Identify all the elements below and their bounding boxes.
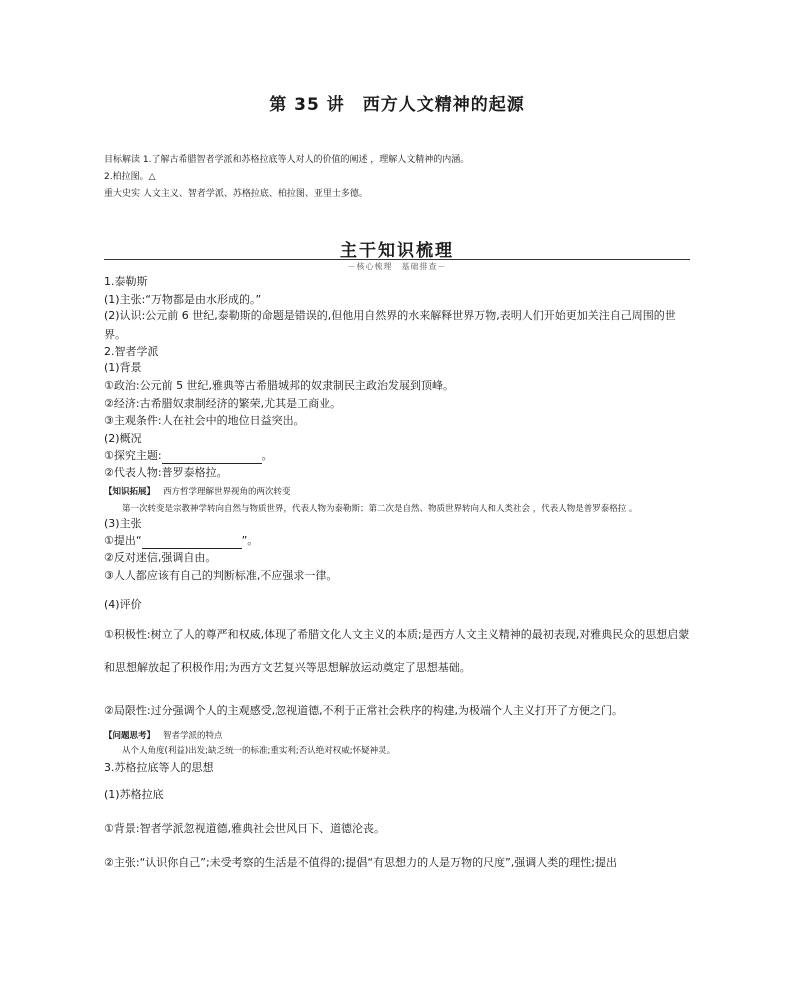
question-label: 【问题思考】 — [104, 731, 156, 741]
socrates-sub-heading: (1)苏格拉底 — [104, 788, 164, 801]
sophists-bg-3: ③主观条件:人在社会中的地位日益突出。 — [104, 414, 305, 427]
sophists-overview-heading: (2)概况 — [104, 432, 142, 445]
sophists-bg-2: ②经济:古希腊奴隶制经济的繁荣,尤其是工商业。 — [104, 397, 342, 410]
sophists-bg-1: ①政治:公元前 5 世纪,雅典等古希腊城邦的奴隶制民主政治发展到顶峰。 — [104, 379, 455, 392]
section-title: 主干知识梳理 — [340, 241, 454, 261]
sophists-theme-line — [104, 448, 273, 464]
thales-claim: (1)主张:“万物都是由水形成的。” — [104, 293, 262, 306]
knowledge-expansion-heading: 西方哲学理解世界视角的两次转变 — [163, 487, 291, 497]
sophists-claim-2: ②反对迷信,强调自由。 — [104, 551, 217, 564]
theme-blank[interactable] — [162, 451, 262, 464]
key-facts-line: 重大史实 人文主义、智者学派、苏格拉底、柏拉图、亚里士多德。 — [104, 189, 368, 199]
question-heading: 智者学派的特点 — [163, 731, 223, 741]
page-title: 第 35 讲 西方人文精神的起源 — [269, 95, 525, 115]
section-divider — [104, 259, 690, 260]
claim1-blank[interactable] — [142, 536, 242, 549]
sophists-figure: ②代表人物:普罗泰格拉。 — [104, 466, 228, 479]
socrates-heading: 3.苏格拉底等人的思想 — [104, 761, 214, 774]
sophists-heading: 2.智者学派 — [104, 345, 159, 358]
socrates-background: ①背景:智者学派忽视道德,雅典社会世风日下、道德沦丧。 — [104, 822, 386, 835]
claim1-prefix: ①提出“ — [104, 534, 142, 547]
sophists-claim-1 — [104, 533, 258, 549]
thales-heading: 1.泰勒斯 — [104, 275, 148, 288]
theme-suffix: 。 — [261, 449, 273, 462]
sophists-bg-heading: (1)背景 — [104, 361, 142, 374]
knowledge-expansion-label: 【知识拓展】 — [104, 487, 156, 497]
goals-line-2: 2.柏拉图。△ — [104, 172, 156, 182]
claim1-suffix: ”。 — [241, 534, 259, 547]
sophists-eval-negative: ②局限性:过分强调个人的主观感受,忽视道德,不利于正常社会秩序的构建,为极端个人主义打开了方便之门。 — [104, 704, 624, 717]
sophists-eval-positive: ①积极性:树立了人的尊严和权威,体现了希腊文化人文主义的本质;是西方人文主义精神的最初表现,对雅典民众的思想启蒙和思想解放起了积极作用;为西方文艺复兴等思想解放运动奠定了思想基础。 — [104, 628, 690, 674]
goals-line-1: 目标解读 1.了解古希腊智者学派和苏格拉底等人对人的价值的阐述 ，理解人文精神的内涵。 — [104, 155, 470, 165]
sophists-eval-heading: (4)评价 — [104, 598, 142, 611]
question-title — [104, 730, 223, 742]
section-subtitle: －核心梳理 基础排查－ — [347, 262, 447, 271]
socrates-claim: ②主张:“认识你自己”;未受考察的生活是不值得的;提倡“有思想力的人是万物的尺度”,强调人类的理性;提出 — [104, 856, 617, 869]
sophists-claims-heading: (3)主张 — [104, 517, 142, 530]
knowledge-expansion-text: 第一次转变是宗教神学转向自然与物质世界，代表人物为泰勒斯；第二次是自然、物质世界转向人和人类社会 ，代表人物是普罗泰格拉 。 — [122, 504, 638, 514]
question-text: 从个人角度(利益)出发;缺乏统一的标准;重实利;否认绝对权威;怀疑神灵。 — [122, 746, 396, 756]
sophists-claim-3: ③人人都应该有自己的判断标准,不应强求一律。 — [104, 569, 338, 582]
knowledge-expansion-title — [104, 486, 291, 498]
thales-view: (2)认识:公元前 6 世纪,泰勒斯的命题是错误的,但他用自然界的水来解释世界万物,表明人们开始更加关注自己周围的世界。 — [104, 309, 676, 341]
theme-prefix: ①探究主题: — [104, 449, 162, 462]
